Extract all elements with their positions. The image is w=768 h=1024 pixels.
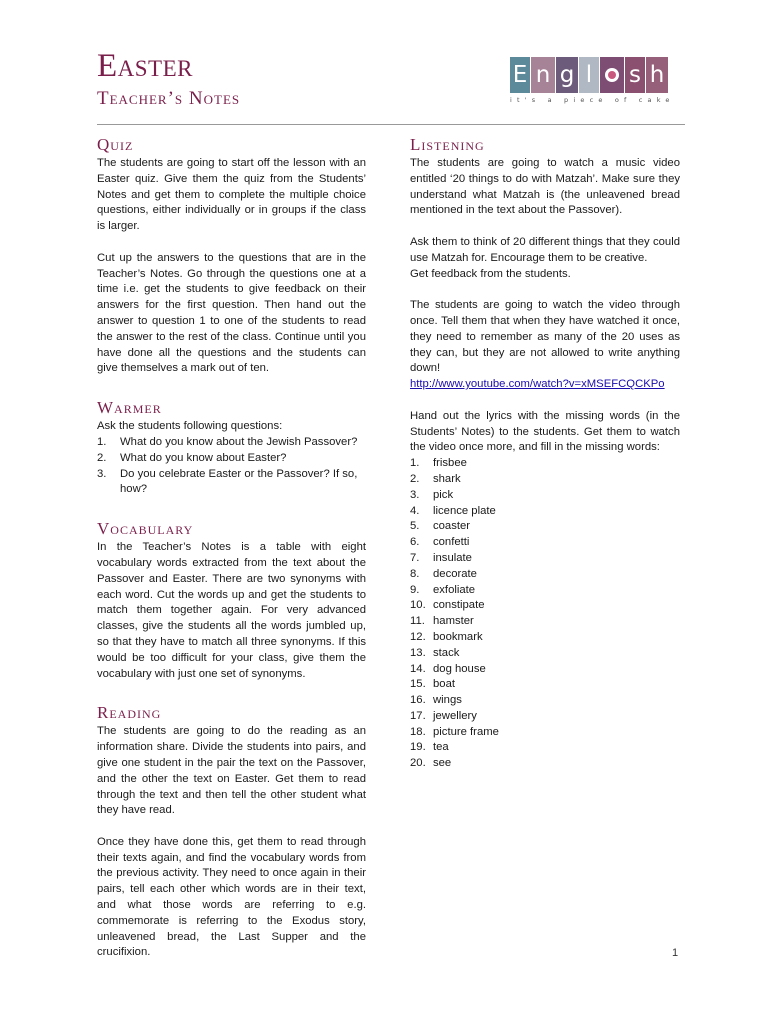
listening-paragraph-1: The students are going to watch a music video entitled ‘20 things to do with Matzah’. Make sure they understand what Matzah is (the unleavened bread mentioned in the text about the Passover). (410, 157, 680, 217)
list-item: 11. hamster (410, 615, 474, 628)
logo-letter: s (625, 57, 645, 93)
list-item: 2. What do you know about Easter? (97, 451, 287, 464)
logo-cupcake-tile (600, 57, 624, 93)
cupcake-icon (605, 68, 619, 82)
list-item: 3. pick (410, 488, 454, 501)
list-item: 17. jewellery (410, 709, 477, 722)
list-item: 6. confetti (410, 536, 470, 549)
reading-paragraph-2: Once they have done this, get them to read through their texts again, and find the vocabulary words from the previous activity. They need to once again in their pairs, tell each other which words are in their text, and what those words are referring to e.g. commemorate is referring to the Exodus story, unleavened bread, the Last Supper and the crucifixion. (97, 835, 366, 959)
quiz-paragraph-2: Cut up the answers to the questions that are in the Teacher’s Notes. Go through the questions one at a time i.e. get the students to give feedback on their answers for the first question. Then hand out the answer to question 1 to one of the students to read the answer to the rest of the class. Continue until you have done all the questions and the students can give themselves a mark out of ten. (97, 251, 366, 375)
listening-feedback-line: Get feedback from the students. (410, 267, 571, 280)
list-item: 2. shark (410, 472, 461, 485)
missing-words-list (410, 456, 680, 772)
warmer-intro: Ask the students following questions: (97, 420, 283, 433)
listening-paragraph-3: The students are going to watch the video through once. Tell them that when they have watched it once, they need to remember as many of the 20 uses as they can, but they are not allowed to write anything down! (410, 299, 680, 375)
vocabulary-paragraph: In the Teacher’s Notes is a table with eight vocabulary words extracted from the text about the Passover and Easter. There are two synonyms with each word. Cut the words up and get the students to match them together again. For very advanced classes, give the students all the words jumbled up, so that they have to match all three synonyms. If this would be too difficult for your class, give them the vocabulary with just one set of synonyms. (97, 541, 366, 680)
logo-letter: n (531, 57, 555, 93)
reading-heading: Reading (97, 703, 162, 723)
logo-letter: h (646, 57, 668, 93)
list-item: 1. frisbee (410, 457, 467, 470)
page-title: Easter (97, 48, 193, 84)
english-logo (510, 57, 686, 109)
list-item: 18. picture frame (410, 725, 499, 738)
list-item: 20. see (410, 757, 452, 770)
list-item: 3. Do you celebrate Easter or the Passover? If so, how? (97, 467, 358, 496)
listening-heading: Listening (410, 135, 485, 154)
logo-tagline: it's a piece of cake (510, 96, 675, 104)
list-item: 16. wings (410, 694, 462, 707)
quiz-heading: Quiz (97, 135, 134, 154)
page-subtitle: Teacher’s Notes (97, 88, 241, 109)
logo-letter: g (556, 57, 578, 93)
listening-paragraph-2: Ask them to think of 20 different things that they could use Matzah for. Encourage them to be creative. (410, 235, 680, 264)
warmer-heading: Warmer (97, 398, 162, 418)
header-divider (97, 124, 685, 125)
vocabulary-heading: Vocabulary (97, 519, 194, 539)
list-item: 15. boat (410, 678, 455, 691)
list-item: 8. decorate (410, 567, 477, 580)
quiz-paragraph-1: The students are going to start off the lesson with an Easter quiz. Give them the quiz from the Students’ Notes and get them to complete the multiple choice questions, either individually or in groups if the class is larger. (97, 157, 366, 233)
right-column (410, 128, 680, 772)
logo-tiles (510, 57, 686, 93)
list-item: 1. What do you know about the Jewish Passover? (97, 435, 358, 448)
logo-letter: E (510, 57, 530, 93)
youtube-link[interactable]: http://www.youtube.com/watch?v=xMSEFCQCKPo (410, 378, 665, 391)
listening-paragraph-4: Hand out the lyrics with the missing words (in the Students’ Notes) to the students. Get them to watch the video once more, and fill in the missing words: (410, 409, 680, 454)
list-item: 14. dog house (410, 662, 486, 675)
list-item: 5. coaster (410, 520, 471, 533)
left-column (97, 128, 366, 961)
warmer-question-list (97, 435, 366, 498)
list-item: 9. exfoliate (410, 583, 476, 596)
list-item: 4. licence plate (410, 504, 496, 517)
list-item: 12. bookmark (410, 630, 483, 643)
list-item: 19. tea (410, 741, 449, 754)
page-number: 1 (672, 947, 679, 959)
list-item: 10. constipate (410, 599, 485, 612)
logo-letter: l (579, 57, 599, 93)
list-item: 13. stack (410, 646, 460, 659)
reading-paragraph-1: The students are going to do the reading as an information share. Divide the students into pairs, and give one student in the pair the text on the Passover, and the other the text on Easter. Get them to read through the text and then tell the other student what they have read. (97, 725, 366, 817)
list-item: 7. insulate (410, 551, 472, 564)
